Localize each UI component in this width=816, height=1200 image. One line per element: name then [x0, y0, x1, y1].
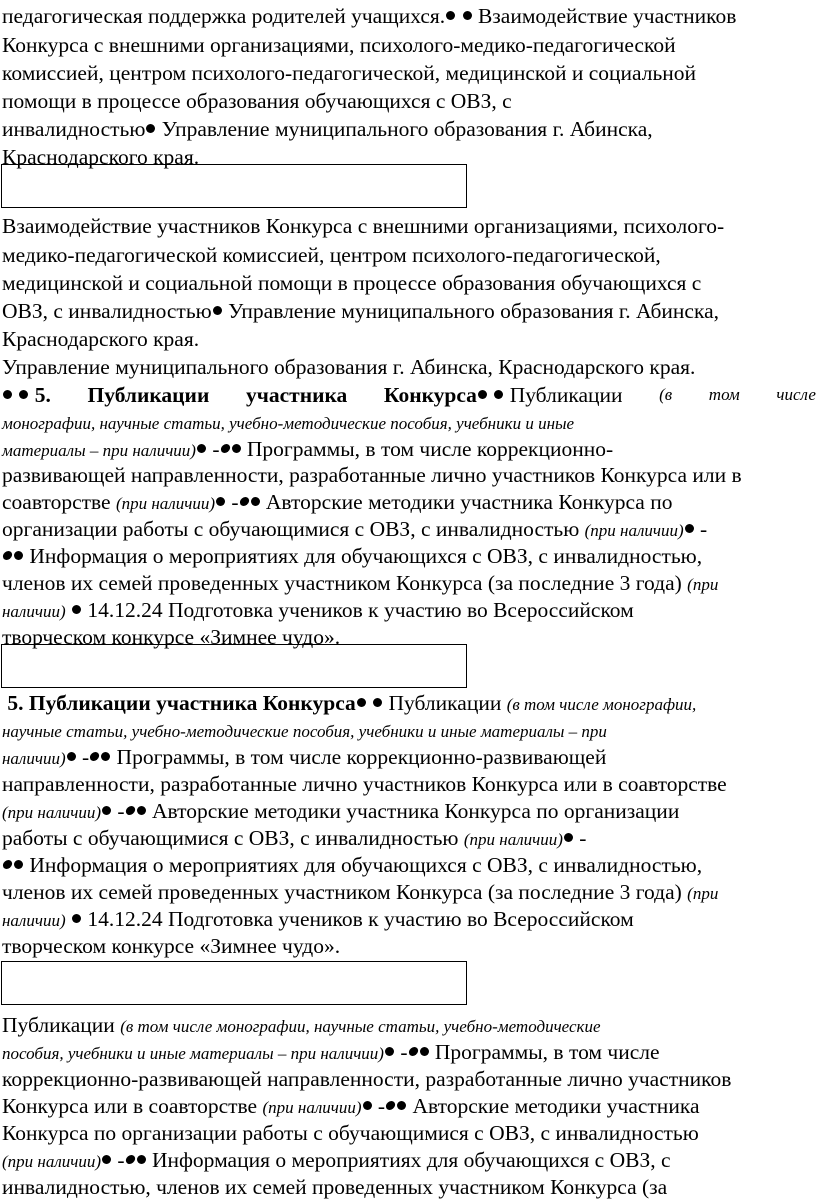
- text-line: Конкурса по организации работы с обучающимися с ОВЗ, с инвалидностью: [2, 1121, 699, 1145]
- text-line: Взаимодействие участников Конкурса с внешними организациями, психолого-: [2, 214, 725, 238]
- text-line: (при наличии) - Авторские методики участника Конкурса по организации: [2, 799, 680, 823]
- bullet-icon: [2, 551, 13, 560]
- text-line: развивающей направленности, разработанные лично участников Конкурса или в: [2, 463, 742, 487]
- bullet-icon: [385, 1047, 394, 1056]
- text-line: Информация о мероприятиях для обучающихся с ОВЗ, с инвалидностью,: [2, 544, 702, 568]
- text-line: 5. Публикации участника Конкурса Публикации (в том числе: [2, 383, 816, 407]
- text-line: соавторстве (при наличии) - Авторские методики участника Конкурса по: [2, 490, 673, 514]
- bullet-icon: [494, 390, 503, 399]
- text-line: Публикации (в том числе монографии, научные статьи, учебно-методические: [2, 1013, 601, 1037]
- bullet-icon: [72, 605, 81, 614]
- text-line: Управление муниципального образования г. Абинска, Краснодарского края.: [2, 355, 696, 379]
- bullet-icon: [397, 1101, 406, 1110]
- text-line: инвалидностью Управление муниципального образования г. Абинска,: [2, 117, 653, 141]
- text-line: 5. Публикации участника Конкурса Публикации (в том числе монографии,: [7, 691, 697, 715]
- text-line: педагогическая поддержка родителей учащихся. Взаимодействие участников: [2, 4, 737, 28]
- bullet-icon: [463, 11, 472, 20]
- bullet-icon: [3, 390, 12, 399]
- bullet-icon: [14, 860, 23, 869]
- empty-field-box: [1, 164, 467, 208]
- text-line: работы с обучающимися с ОВЗ, с инвалидностью (при наличии) -: [2, 826, 587, 850]
- text-line: пособия, учебники и иные материалы – при наличии) - Программы, в том числе: [2, 1040, 660, 1064]
- text-line: наличии) 14.12.24 Подготовка учеников к участию во Всероссийском: [2, 907, 634, 931]
- bullet-icon: [102, 1155, 111, 1164]
- text-line: монографии, научные статьи, учебно-методические пособия, учебники и иные: [2, 414, 575, 433]
- text-line: Краснодарского края.: [2, 327, 200, 351]
- bullet-icon: [363, 1101, 372, 1110]
- bullet-icon: [67, 752, 76, 761]
- text-line: направленности, разработанные лично участников Конкурса или в соавторстве: [2, 772, 727, 796]
- empty-field-box: [1, 644, 467, 688]
- bullet-icon: [2, 860, 13, 869]
- bullet-icon: [232, 444, 241, 453]
- bullet-icon: [220, 444, 231, 453]
- bullet-icon: [137, 806, 146, 815]
- bullet-icon: [146, 124, 155, 133]
- bullet-icon: [564, 833, 573, 842]
- text-line: помощи в процессе образования обучающихся с ОВЗ, с: [2, 89, 512, 113]
- bullet-icon: [89, 752, 100, 761]
- text-line: Конкурса или в соавторстве (при наличии) - Авторские методики участника: [2, 1094, 700, 1118]
- text-line: ОВЗ, с инвалидностью Управление муниципального образования г. Абинска,: [2, 299, 719, 323]
- bullet-icon: [239, 497, 250, 506]
- text-line: организации работы с обучающимися с ОВЗ, с инвалидностью (при наличии) -: [2, 517, 708, 541]
- bullet-icon: [197, 444, 206, 453]
- text-line: творческом конкурсе «Зимнее чудо».: [2, 934, 341, 958]
- bullet-icon: [357, 698, 366, 707]
- bullet-icon: [102, 806, 111, 815]
- bullet-icon: [385, 1101, 396, 1110]
- bullet-icon: [685, 524, 694, 533]
- bullet-icon: [14, 551, 23, 560]
- text-line: медицинской и социальной помощи в процессе образования обучающихся с: [2, 271, 702, 295]
- empty-field-box: [1, 961, 467, 1005]
- bullet-icon: [125, 806, 136, 815]
- bullet-icon: [446, 11, 455, 20]
- bullet-icon: [420, 1047, 429, 1056]
- text-line: (при наличии) - Информация о мероприятиях для обучающихся с ОВЗ, с: [2, 1148, 671, 1172]
- bullet-icon: [408, 1047, 419, 1056]
- bullet-icon: [72, 914, 81, 923]
- bullet-icon: [125, 1155, 136, 1164]
- bullet-icon: [137, 1155, 146, 1164]
- bullet-icon: [101, 752, 110, 761]
- bullet-icon: [373, 698, 382, 707]
- text-line: членов их семей проведенных участником Конкурса (за последние 3 года) (при: [2, 571, 719, 595]
- text-line: материалы – при наличии) - Программы, в том числе коррекционно-: [2, 437, 614, 461]
- text-line: творческом конкурсе «Зимнее чудо».: [2, 625, 341, 649]
- text-line: членов их семей проведенных участником Конкурса (за последние 3 года) (при: [2, 880, 719, 904]
- bullet-icon: [19, 390, 28, 399]
- text-line: коррекционно-развивающей направленности, разработанные лично участников: [2, 1067, 732, 1091]
- bullet-icon: [216, 497, 225, 506]
- text-line: научные статьи, учебно-методические пособия, учебники и иные материалы – при: [2, 722, 607, 741]
- text-line: комиссией, центром психолого-педагогической, медицинской и социальной: [2, 61, 697, 85]
- text-line: наличии) 14.12.24 Подготовка учеников к участию во Всероссийском: [2, 598, 634, 622]
- bullet-icon: [251, 497, 260, 506]
- text-line: наличии) - Программы, в том числе коррекционно-развивающей: [2, 745, 607, 769]
- text-line: Информация о мероприятиях для обучающихся с ОВЗ, с инвалидностью,: [2, 853, 702, 877]
- bullet-icon: [213, 306, 222, 315]
- text-line: медико-педагогической комиссией, центром психолого-педагогической,: [2, 243, 661, 267]
- text-line: Конкурса с внешними организациями, психолого-медико-педагогической: [2, 33, 676, 57]
- text-line: инвалидностью, членов их семей проведенных участником Конкурса (за: [2, 1175, 668, 1199]
- text-line: Краснодарского края.: [2, 145, 200, 169]
- bullet-icon: [478, 390, 487, 399]
